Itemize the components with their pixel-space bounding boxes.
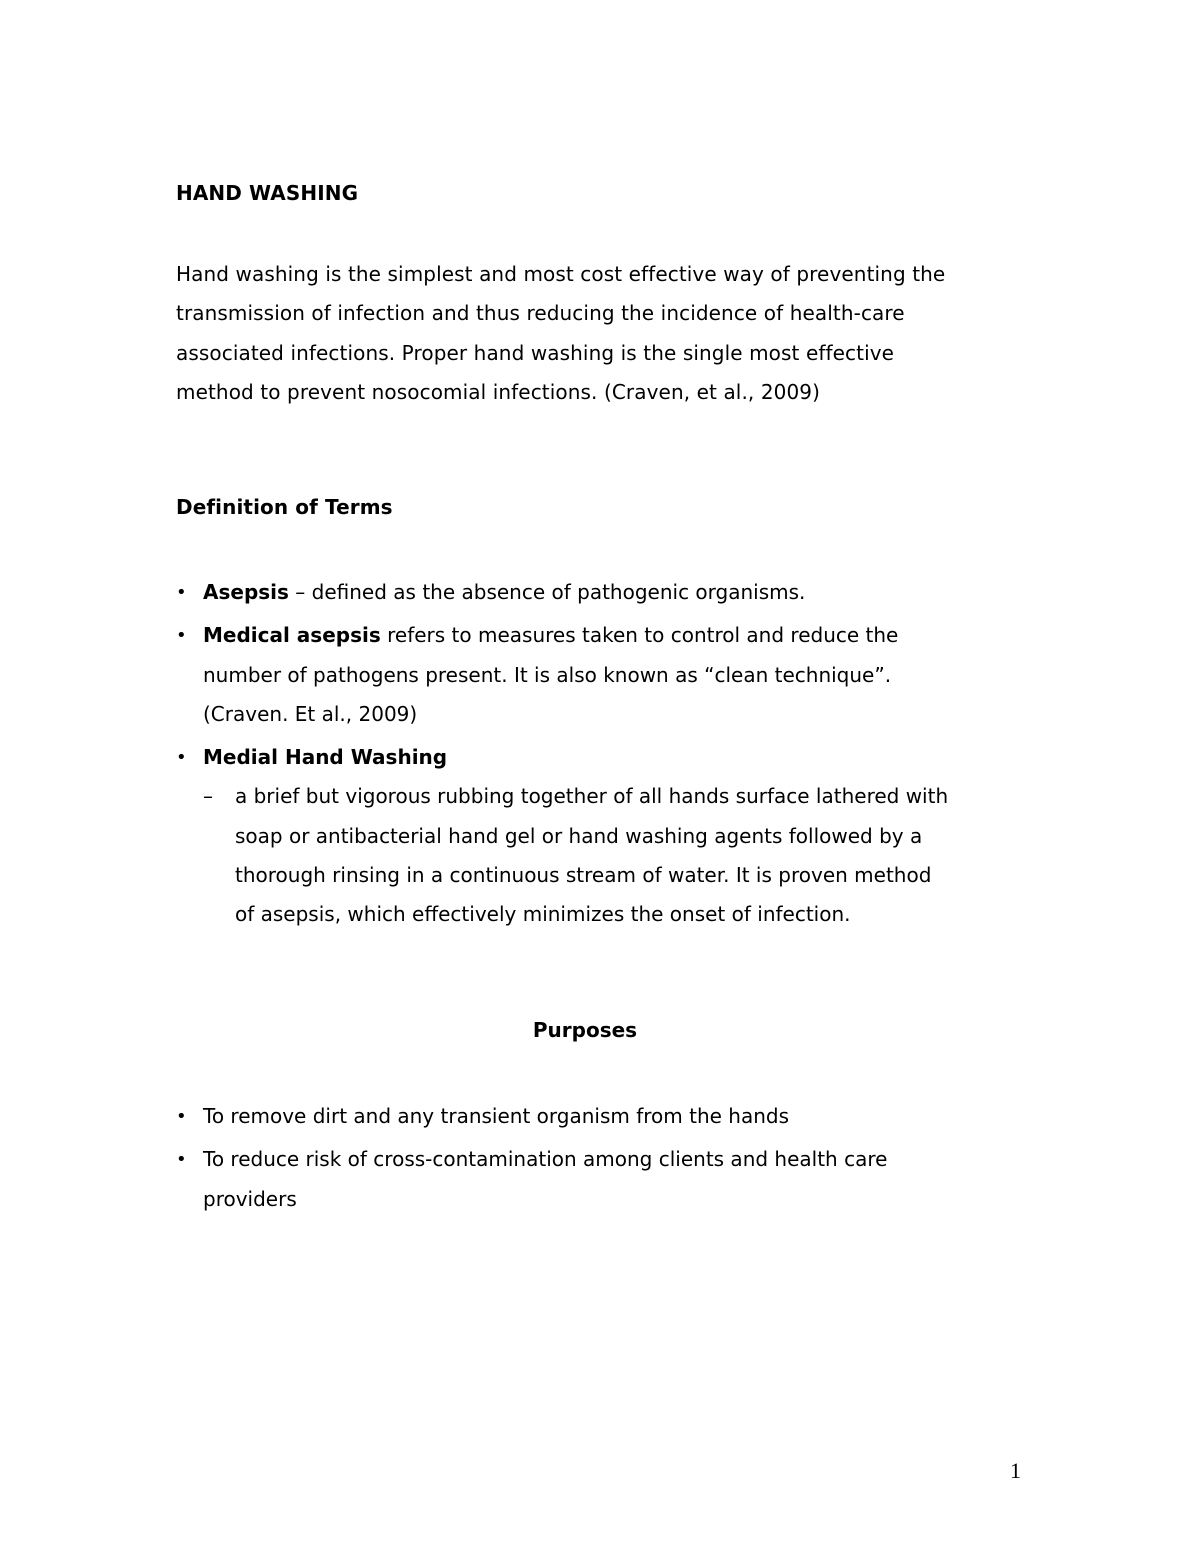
purpose-text: To reduce risk of cross-contamination among clients and health care [203,1147,888,1172]
purpose-text: To remove dirt and any transient organism from the hands [203,1104,790,1128]
intro-line: associated infections. Proper hand washing is the single most effective [176,340,895,365]
definitions-heading: Definition of Terms [176,495,393,519]
definition-term: Asepsis [203,580,289,604]
definition-item-medical-asepsis [176,616,1036,734]
purposes-list [176,1097,1036,1219]
intro-line: method to prevent nosocomial infections. (Craven, et al., 2009) [176,379,821,404]
definition-term: Medical asepsis [203,623,381,648]
definition-text: number of pathogens present. It is also known as “clean technique”. [203,662,892,687]
bullet-icon: • [176,1149,187,1171]
purpose-text: providers [203,1186,297,1211]
definition-text: thorough rinsing in a continuous stream of water. It is proven method [235,863,932,888]
document-title: HAND WASHING [176,181,359,205]
bullet-icon: • [176,582,187,603]
definition-text: a brief but vigorous rubbing together of all hands surface lathered with [235,784,949,809]
definition-citation: (Craven. Et al., 2009) [203,701,418,726]
bullet-icon: • [176,625,187,647]
definition-text: refers to measures taken to control and reduce the [380,623,899,648]
definition-item-medial-hand-washing [176,738,1036,934]
page-number: 1 [1010,1458,1021,1483]
definition-term: Medial Hand Washing [203,745,448,770]
purposes-heading: Purposes [532,1018,638,1042]
bullet-icon: • [176,1106,187,1127]
definition-text: of asepsis, which effectively minimizes the onset of infection. [235,902,851,927]
purpose-item [176,1140,1036,1219]
dash-icon: – [203,784,213,809]
bullet-icon: • [176,747,187,769]
intro-line: transmission of infection and thus reducing the incidence of health-care [176,301,905,326]
intro-line: Hand washing is the simplest and most cost effective way of preventing the [176,262,946,286]
definition-text: – defined as the absence of pathogenic organisms. [288,580,806,604]
purpose-item [176,1097,1036,1136]
definition-text: soap or antibacterial hand gel or hand washing agents followed by a [235,823,923,848]
intro-paragraph [176,255,1026,412]
definition-subitem [203,777,1036,934]
definition-item-asepsis [176,573,1036,612]
definitions-list [176,573,1036,935]
